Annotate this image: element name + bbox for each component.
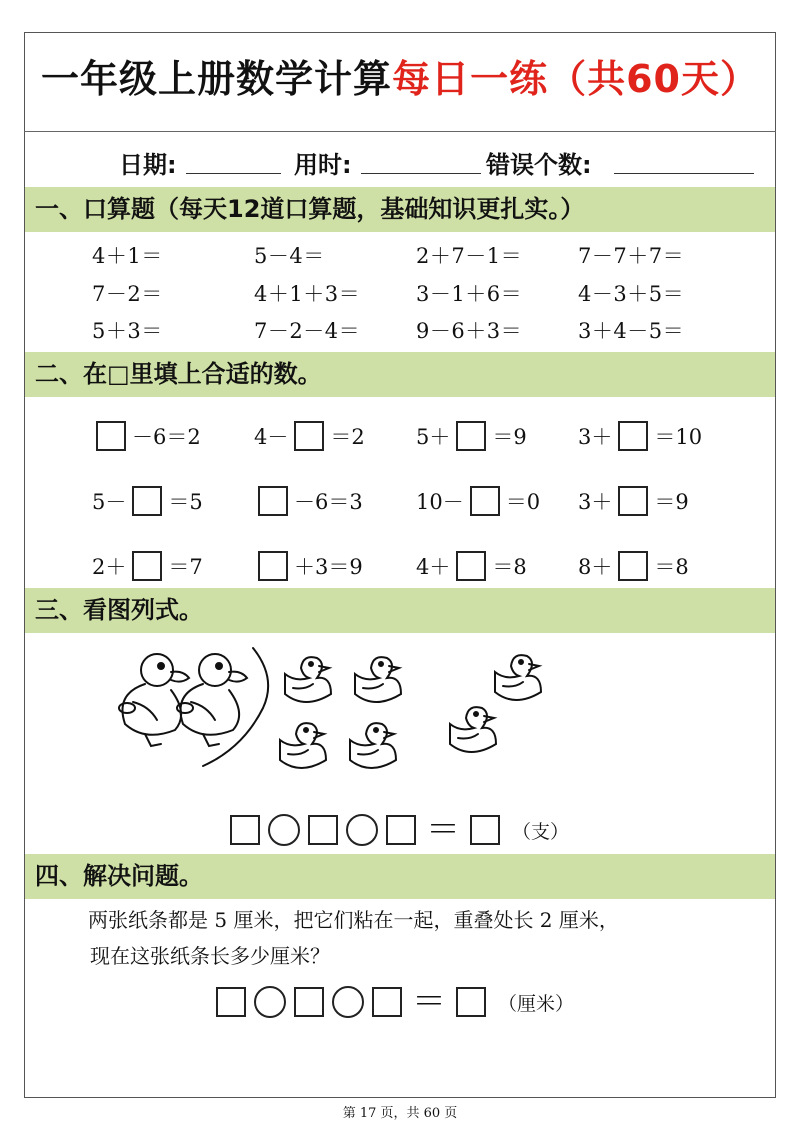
expr-prefix: 5－ [92,490,127,514]
expr-prefix: 4＋ [416,555,451,579]
divider [24,131,776,132]
page-title [24,48,776,103]
answer-square[interactable] [386,815,416,845]
expr-suffix: ＝2 [330,425,365,449]
mental-math-item: 7－7＋7＝ [578,244,685,268]
expr-suffix: ＝7 [168,555,203,579]
answer-square[interactable] [230,815,260,845]
answer-box[interactable] [618,421,648,451]
operator-circle[interactable] [346,814,378,846]
expr-prefix: 10－ [416,490,464,514]
mental-math-item: 7－2－4＝ [254,319,361,343]
info-row [24,141,776,181]
expr-suffix: ＝5 [168,490,203,514]
mental-math-item: 3＋4－5＝ [578,319,685,343]
unit-label: （厘米） [498,992,575,1015]
mental-math-item: 4＋1＝ [92,244,163,268]
duck-small-1 [285,657,331,702]
answer-box[interactable] [132,551,162,581]
expr-prefix: 8＋ [578,555,613,579]
fill-in-item [416,421,527,451]
section1-heading: 一、口算题（每天12道口算题，基础知识更扎实。） [25,187,775,232]
problem-line-2: 现在这张纸条长多少厘米？ [90,944,330,968]
equals-sign: ＝ [412,982,446,1022]
fill-in-item [252,486,363,516]
title-red: 每日一练（共60天） [392,57,759,101]
answer-box[interactable] [618,551,648,581]
expr-suffix: ＝10 [654,425,703,449]
answer-square[interactable] [308,815,338,845]
fill-in-item [416,486,540,516]
result-square[interactable] [470,815,500,845]
duck-small-3 [495,655,541,700]
duck-small-4 [280,723,326,768]
answer-box[interactable] [132,486,162,516]
date-blank [186,173,281,174]
fill-in-item [578,421,702,451]
operator-circle[interactable] [254,986,286,1018]
operator-circle[interactable] [332,986,364,1018]
section4-answer-template [212,982,575,1022]
answer-box[interactable] [258,486,288,516]
answer-square[interactable] [216,987,246,1017]
duck-small-2 [355,657,401,702]
fill-in-item [90,421,201,451]
duck-small-5 [350,723,396,768]
section2-heading: 二、在□里填上合适的数。 [25,352,775,397]
errors-blank [614,173,754,174]
answer-box[interactable] [618,486,648,516]
duck-small-6 [450,707,496,752]
expr-prefix: 5＋ [416,425,451,449]
fill-in-item [578,551,689,581]
result-square[interactable] [456,987,486,1017]
mental-math-item: 9－6＋3＝ [416,319,523,343]
operator-circle[interactable] [268,814,300,846]
expr-suffix: ＝8 [492,555,527,579]
expr-suffix: ＝8 [654,555,689,579]
equals-sign: ＝ [426,810,460,850]
time-blank [361,173,481,174]
answer-box[interactable] [456,551,486,581]
answer-box[interactable] [294,421,324,451]
unit-label: （支） [512,820,570,843]
ducks-illustration [105,640,565,780]
title-black: 一年级上册数学计算 [41,57,393,101]
mental-math-item: 3－1＋6＝ [416,282,523,306]
answer-square[interactable] [294,987,324,1017]
section4-heading: 四、解决问题。 [25,854,775,899]
duck-big-2 [177,654,247,746]
expr-suffix: ＋3＝9 [294,555,363,579]
answer-box[interactable] [258,551,288,581]
section3-answer-template [226,810,570,850]
mental-math-item: 2＋7－1＝ [416,244,523,268]
mental-math-item: 4－3＋5＝ [578,282,685,306]
answer-box[interactable] [456,421,486,451]
fill-in-item [252,551,363,581]
section3-heading: 三、看图列式。 [25,588,775,633]
mental-math-item: 7－2＝ [92,282,163,306]
expr-suffix: ＝9 [654,490,689,514]
expr-prefix: 2＋ [92,555,127,579]
fill-in-item [254,421,365,451]
fill-in-item [92,486,203,516]
expr-prefix: 3＋ [578,425,613,449]
fill-in-item [578,486,689,516]
answer-box[interactable] [470,486,500,516]
mental-math-item: 5－4＝ [254,244,325,268]
expr-suffix: ＝0 [505,490,541,514]
pond-edge [203,648,268,766]
expr-prefix: 4－ [254,425,289,449]
expr-suffix: ＝9 [492,425,527,449]
fill-in-item [92,551,203,581]
page-footer: 第 17 页，共 60 页 [342,1106,458,1121]
problem-line-1: 两张纸条都是 5 厘米，把它们粘在一起，重叠处长 2 厘米， [88,908,619,932]
time-label: 用时: [294,151,352,179]
answer-square[interactable] [372,987,402,1017]
date-label: 日期: [119,151,177,179]
expr-suffix: －6＝3 [294,490,363,514]
errors-label: 错误个数: [486,151,592,179]
expr-prefix: 3＋ [578,490,613,514]
fill-in-item [416,551,527,581]
expr-suffix: －6＝2 [132,425,201,449]
mental-math-item: 5＋3＝ [92,319,163,343]
mental-math-item: 4＋1＋3＝ [254,282,361,306]
answer-box[interactable] [96,421,126,451]
duck-big-1 [119,654,189,746]
